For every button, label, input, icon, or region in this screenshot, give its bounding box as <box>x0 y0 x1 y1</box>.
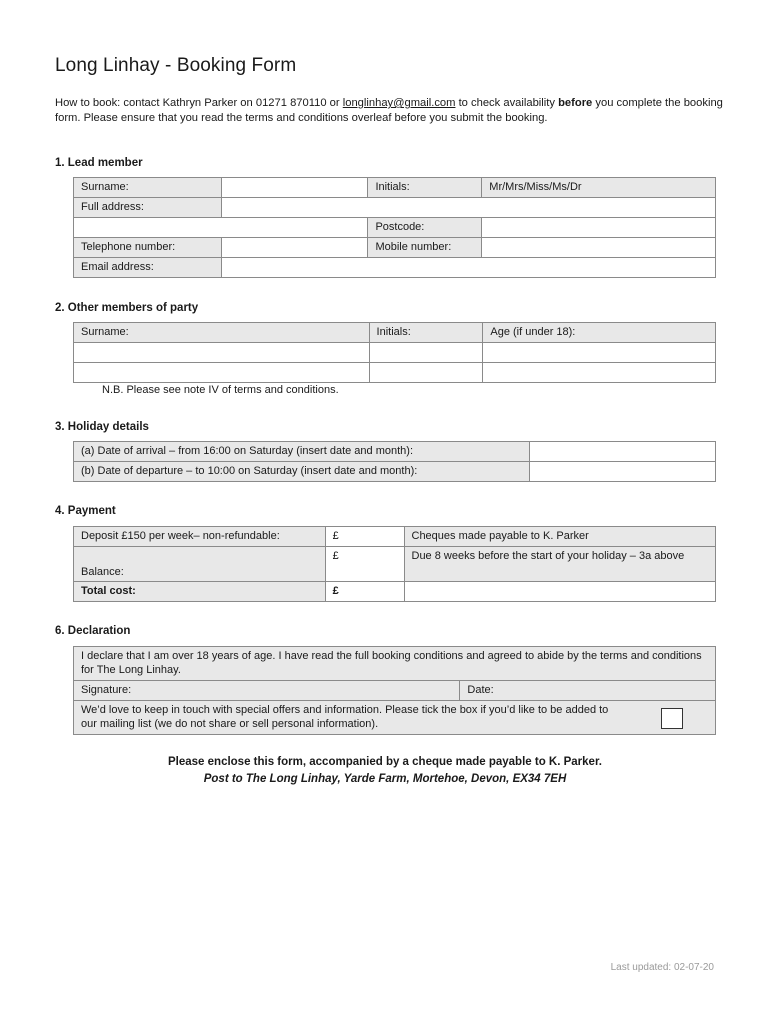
member-age-header: Age (if under 18): <box>483 323 716 343</box>
member-surname-field[interactable] <box>74 363 370 383</box>
email-field[interactable] <box>221 258 715 278</box>
cheques-note: Cheques made payable to K. Parker <box>404 527 716 547</box>
enclose-instructions: Please enclose this form, accompanied by a cheque made payable to K. Parker. <box>168 756 602 768</box>
member-age-field[interactable] <box>483 343 716 363</box>
postcode-label: Postcode: <box>368 218 482 238</box>
deposit-label: Deposit £150 per week– non-refundable: <box>74 527 326 547</box>
intro-text-part3: you complete the booking form. Please ensure that you read the terms and conditions overleaf before you submit the booking. <box>55 97 723 124</box>
full-address-label: Full address: <box>74 198 222 218</box>
address-field-line2[interactable] <box>74 218 368 238</box>
date-field[interactable]: Date: <box>460 681 716 701</box>
terms-note: N.B. Please see note IV of terms and conditions. <box>102 384 339 396</box>
arrival-label: (a) Date of arrival – from 16:00 on Saturday (insert date and month): <box>74 442 530 462</box>
mobile-field[interactable] <box>482 238 716 258</box>
departure-label: (b) Date of departure – to 10:00 on Saturday (insert date and month): <box>74 462 530 482</box>
payment-table <box>73 526 716 602</box>
arrival-field[interactable] <box>530 442 716 462</box>
postcode-field[interactable] <box>482 218 716 238</box>
mailing-list-row <box>74 701 716 735</box>
intro-text-part1: How to book: contact Kathryn Parker on 01271 870110 or <box>55 97 343 109</box>
member-initials-field[interactable] <box>369 363 483 383</box>
balance-label: Balance: <box>74 547 326 582</box>
intro-bold-before: before <box>558 97 593 109</box>
mailing-list-text: We’d love to keep in touch with special offers and information. Please tick the box if you’d like to be added to our mailing list (we do not share or sell personal information). <box>81 704 609 730</box>
surname-field[interactable] <box>221 178 368 198</box>
mailing-list-checkbox[interactable] <box>661 708 683 729</box>
postal-address: Post to The Long Linhay, Yarde Farm, Mortehoe, Devon, EX34 7EH <box>203 773 567 785</box>
balance-amount-field[interactable]: £ <box>325 547 404 582</box>
other-members-table <box>73 322 716 383</box>
title-options[interactable]: Mr/Mrs/Miss/Ms/Dr <box>482 178 716 198</box>
balance-due-note: Due 8 weeks before the start of your holiday – 3a above <box>404 547 716 582</box>
intro-text-part2: to check availability <box>455 97 559 109</box>
email-link[interactable]: longlinhay@gmail.com <box>342 97 456 109</box>
telephone-field[interactable] <box>221 238 368 258</box>
initials-label: Initials: <box>368 178 482 198</box>
holiday-details-table <box>73 441 716 482</box>
last-updated: Last updated: 02-07-20 <box>610 962 714 973</box>
page-title: Long Linhay - Booking Form <box>55 55 297 76</box>
section-heading-lead-member: 1. Lead member <box>55 157 143 169</box>
section-heading-holiday-details: 3. Holiday details <box>55 421 149 433</box>
declaration-table <box>73 646 716 735</box>
telephone-label: Telephone number: <box>74 238 222 258</box>
mobile-label: Mobile number: <box>368 238 482 258</box>
intro-text <box>55 96 725 126</box>
address-field-line1[interactable] <box>221 198 715 218</box>
member-initials-header: Initials: <box>369 323 483 343</box>
total-cost-field[interactable]: £ <box>325 582 404 602</box>
section-heading-payment: 4. Payment <box>55 505 116 517</box>
total-cost-label: Total cost: <box>74 582 326 602</box>
member-surname-header: Surname: <box>74 323 370 343</box>
section-heading-declaration: 6. Declaration <box>55 625 131 637</box>
signature-field[interactable]: Signature: <box>74 681 460 701</box>
lead-member-table <box>73 177 716 278</box>
member-age-field[interactable] <box>483 363 716 383</box>
surname-label: Surname: <box>74 178 222 198</box>
departure-field[interactable] <box>530 462 716 482</box>
email-label: Email address: <box>74 258 222 278</box>
member-initials-field[interactable] <box>369 343 483 363</box>
deposit-amount-field[interactable]: £ <box>325 527 404 547</box>
section-heading-other-members: 2. Other members of party <box>55 302 199 314</box>
total-cost-empty-cell <box>404 582 716 602</box>
member-surname-field[interactable] <box>74 343 370 363</box>
declaration-text: I declare that I am over 18 years of age. I have read the full booking conditions and agreed to abide by the terms and conditions for The Long Linhay. <box>74 647 716 681</box>
